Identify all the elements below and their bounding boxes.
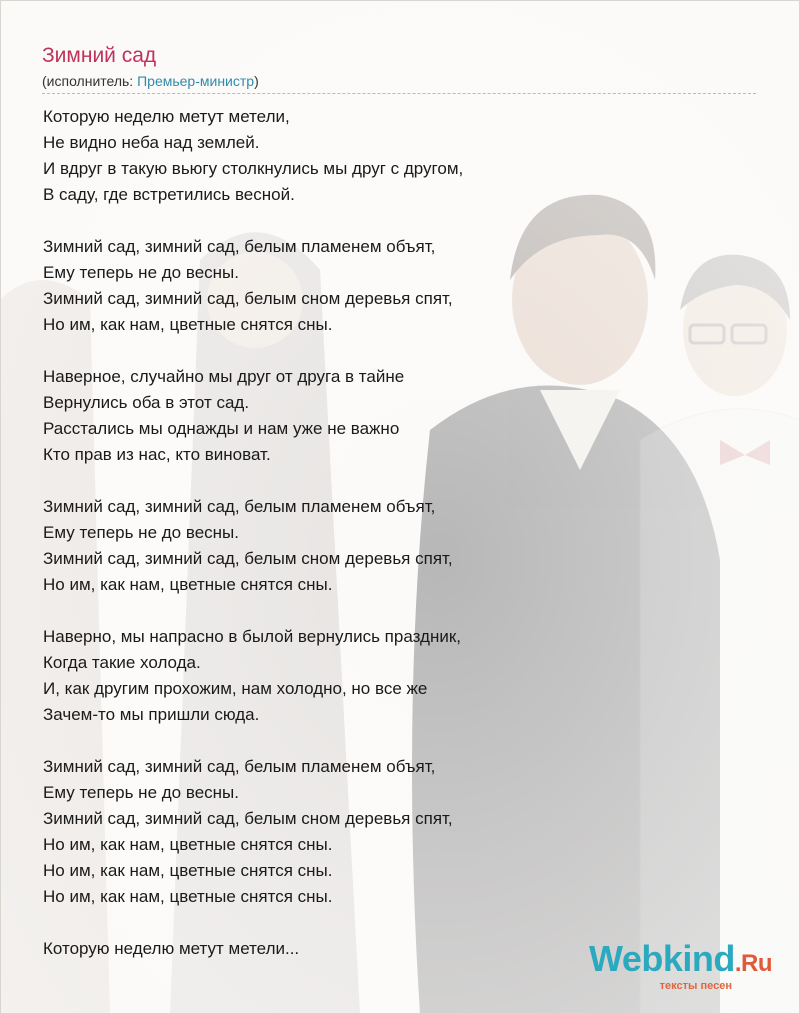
artist-prefix: (исполнитель: <box>42 73 138 89</box>
artist-suffix: ) <box>254 73 259 89</box>
lyric-line: Ему теперь не до весны. <box>43 523 239 542</box>
lyric-line: Но им, как нам, цветные снятся сны. <box>43 575 333 594</box>
lyric-line: Которую неделю метут метели, <box>43 107 290 126</box>
lyric-line: Зимний сад, зимний сад, белым сном деревья спят, <box>43 809 453 828</box>
lyric-line: Но им, как нам, цветные снятся сны. <box>43 887 333 906</box>
artist-link[interactable]: Премьер-министр <box>137 73 255 89</box>
lyric-line: Но им, как нам, цветные снятся сны. <box>43 835 333 854</box>
lyric-line: И вдруг в такую вьюгу столкнулись мы друг с другом, <box>43 159 464 178</box>
lyric-line: Ему теперь не до весны. <box>43 263 239 282</box>
lyric-line: В саду, где встретились весной. <box>43 185 295 204</box>
lyric-line: Зимний сад, зимний сад, белым сном деревья спят, <box>43 289 453 308</box>
lyric-line: Не видно неба над землей. <box>43 133 260 152</box>
lyrics-body <box>43 104 743 988</box>
lyric-line: Расстались мы однажды и нам уже не важно <box>43 419 400 438</box>
artist-line <box>42 72 259 90</box>
lyrics-stanza <box>43 364 743 468</box>
lyrics-stanza <box>43 104 743 208</box>
site-logo <box>588 938 772 992</box>
lyric-line: Вернулись оба в этот сад. <box>43 393 250 412</box>
logo-tld: .Ru <box>734 950 772 977</box>
lyrics-stanza <box>43 494 743 598</box>
logo-tagline: тексты песен <box>659 980 732 992</box>
lyric-line: Зимний сад, зимний сад, белым пламенем объят, <box>43 237 436 256</box>
song-header <box>42 43 259 90</box>
lyric-line: Ему теперь не до весны. <box>43 783 239 802</box>
header-divider <box>42 93 756 94</box>
lyric-line: Но им, как нам, цветные снятся сны. <box>43 315 333 334</box>
lyrics-stanza <box>43 754 743 910</box>
lyric-line: Которую неделю метут метели... <box>43 939 300 958</box>
lyric-line: И, как другим прохожим, нам холодно, но все же <box>43 679 428 698</box>
lyric-line: Зачем-то мы пришли сюда. <box>43 705 260 724</box>
lyric-line: Зимний сад, зимний сад, белым пламенем объят, <box>43 757 436 776</box>
lyric-line: Зимний сад, зимний сад, белым сном деревья спят, <box>43 549 453 568</box>
lyric-line: Но им, как нам, цветные снятся сны. <box>43 861 333 880</box>
lyric-line: Зимний сад, зимний сад, белым пламенем объят, <box>43 497 436 516</box>
lyrics-stanza <box>43 234 743 338</box>
lyric-line: Когда такие холода. <box>43 653 201 672</box>
lyric-line: Наверно, мы напрасно в былой вернулись праздник, <box>43 627 461 646</box>
lyric-line: Наверное, случайно мы друг от друга в тайне <box>43 367 405 386</box>
song-title: Зимний сад <box>42 44 157 67</box>
logo-brand: Webkind <box>588 938 735 979</box>
lyrics-stanza <box>43 624 743 728</box>
lyric-line: Кто прав из нас, кто виноват. <box>43 445 271 464</box>
